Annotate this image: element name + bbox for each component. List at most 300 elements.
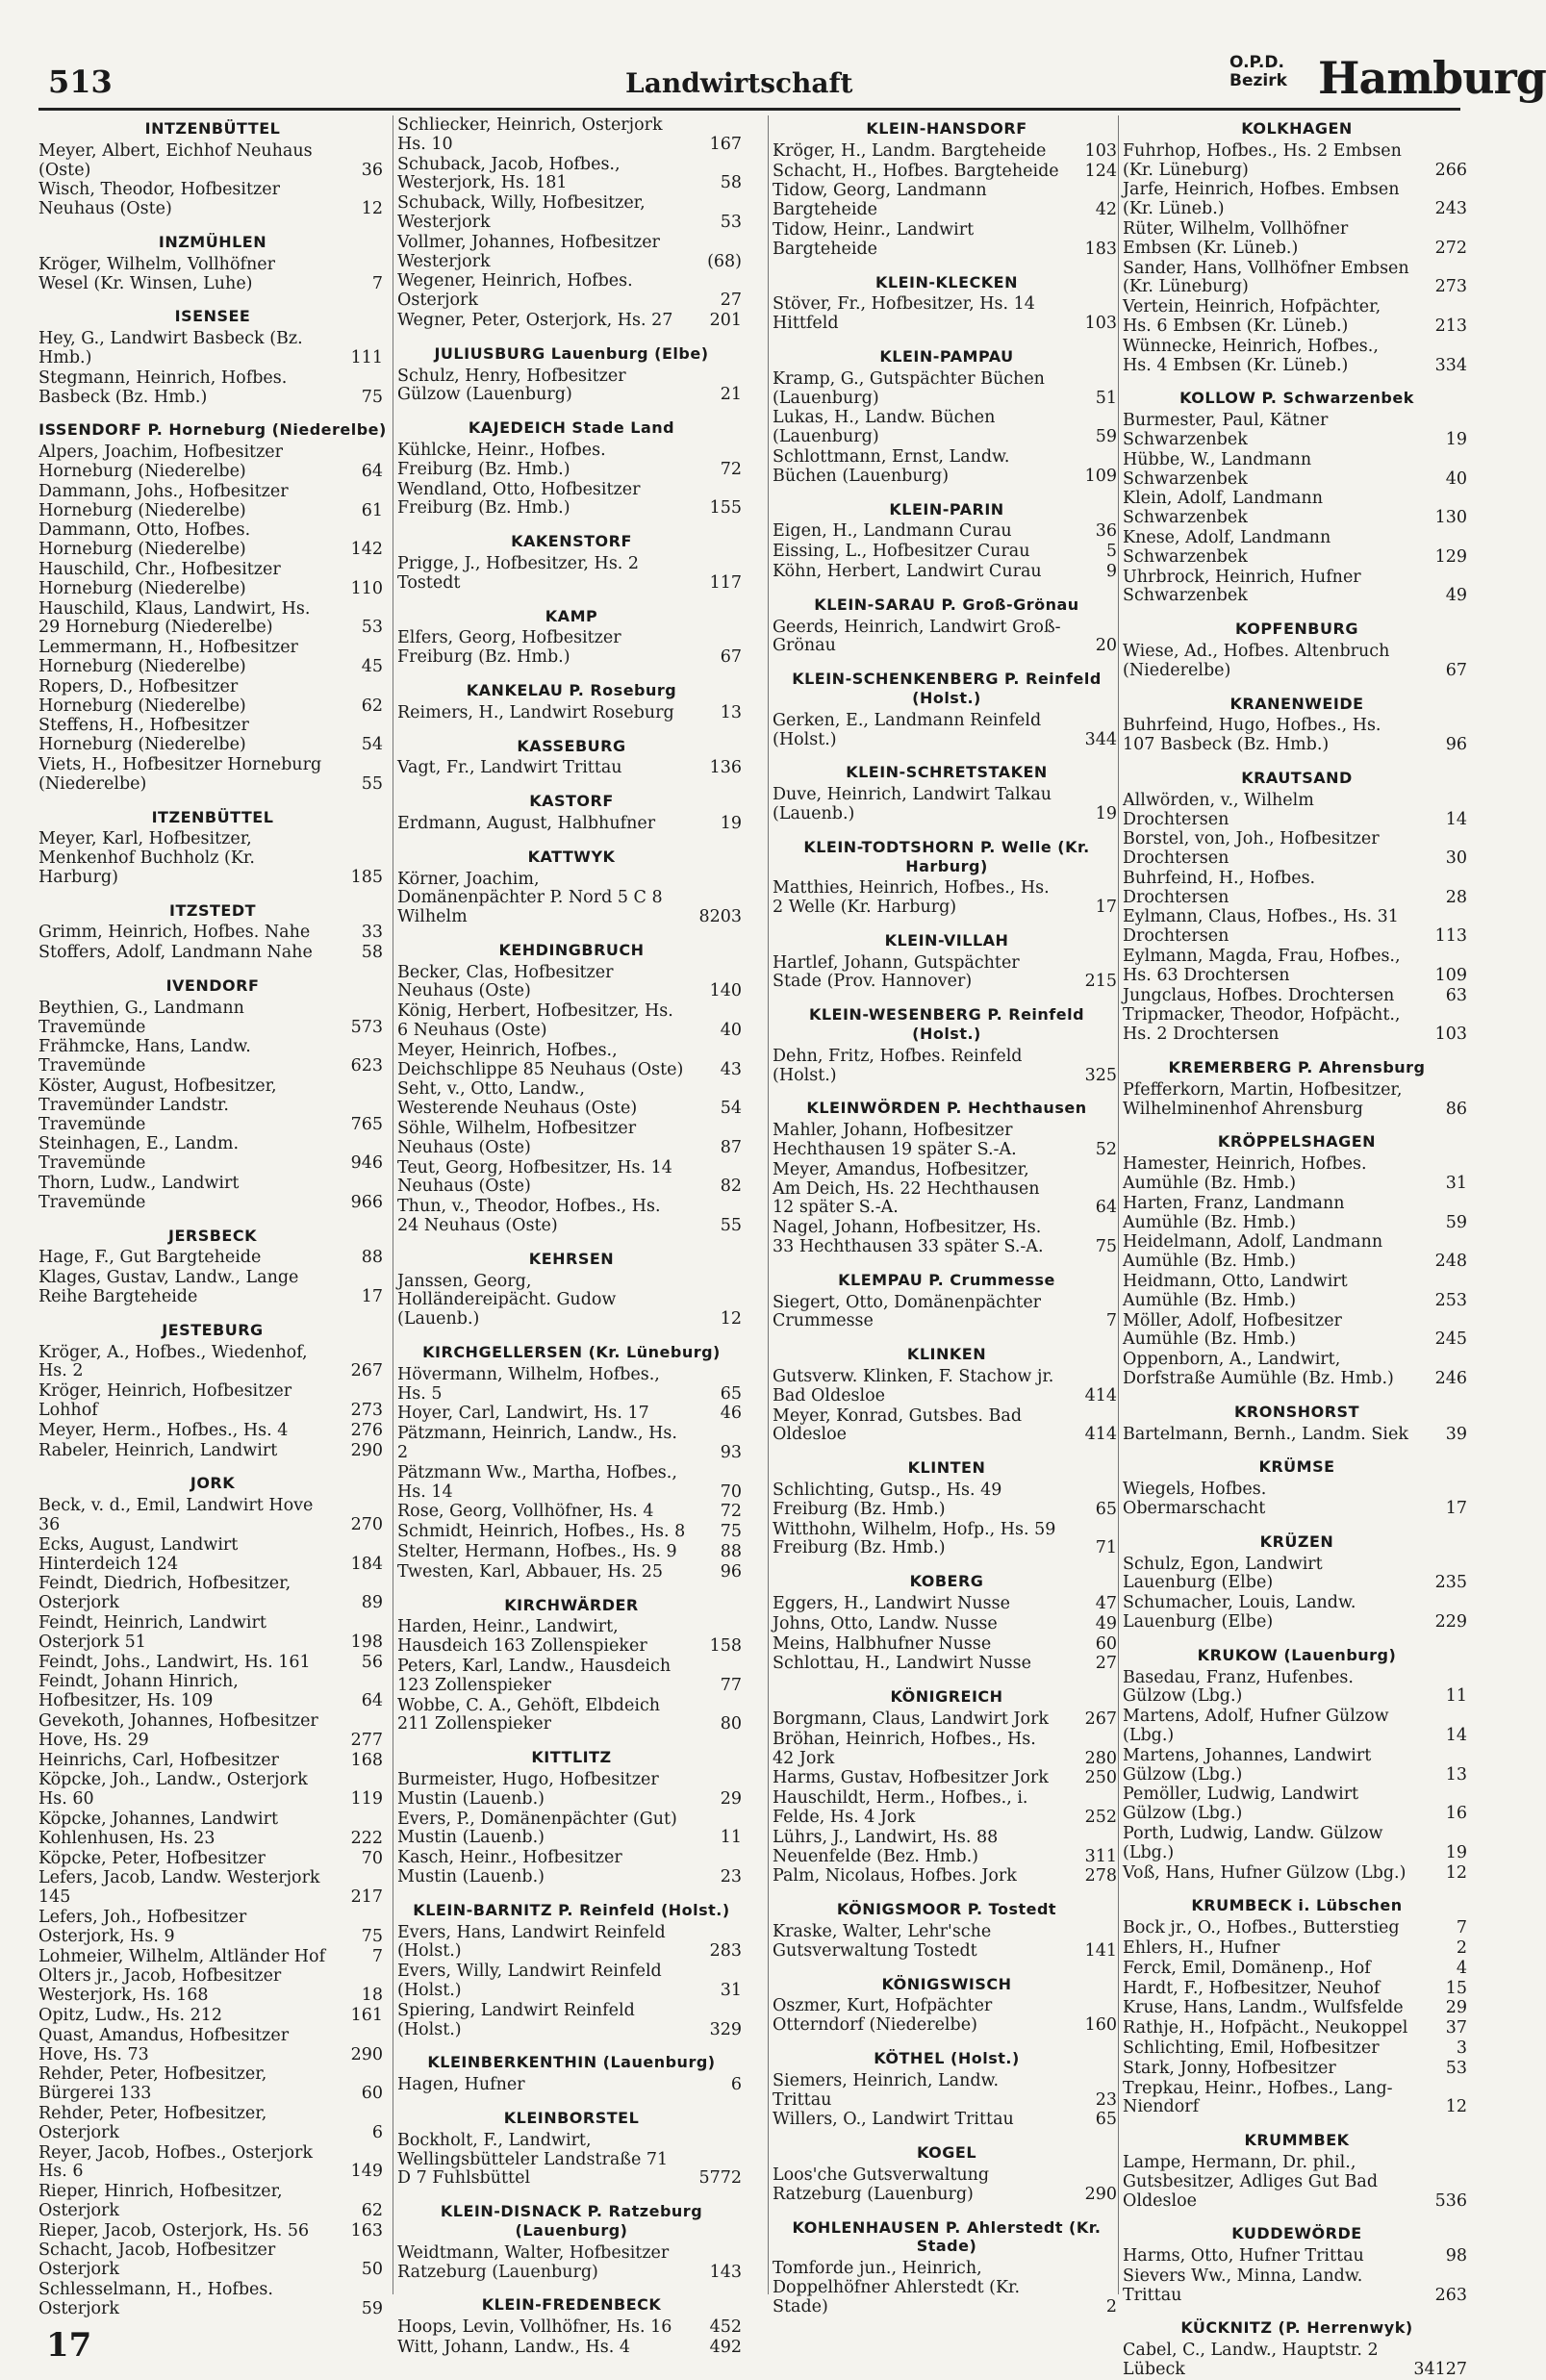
directory-entry [38, 1948, 387, 1967]
entry-text: Hardt, F., Hofbesitzer, Neuhof [1123, 1978, 1381, 1998]
entry-phone-number: 129 [1434, 546, 1467, 567]
directory-entry [38, 1909, 387, 1947]
place-heading: KLEIN-WESENBERG P. Reinfeld (Holst.) [808, 1005, 1085, 1044]
entry-text: Kasch, Heinr., Hofbesitzer Mustin (Lauenb.) [397, 1848, 622, 1886]
directory-entry [397, 1503, 746, 1522]
entry-phone-number: 37 [1445, 2018, 1467, 2038]
entry-text: Meyer, Heinrich, Hofbes., Deichschlippe 85 Neuhaus (Oste) [397, 1040, 684, 1079]
directory-entry [397, 1464, 746, 1503]
entry-phone-number: 492 [709, 2337, 742, 2357]
entry-text: Köpcke, Peter, Hofbesitzer [38, 1848, 266, 1868]
directory-entry [773, 448, 1121, 487]
entry-phone-number: 60 [361, 2084, 383, 2104]
directory-entry [38, 2183, 387, 2221]
entry-phone-number: 109 [1434, 965, 1467, 985]
entry-phone-number: 161 [350, 2005, 383, 2025]
directory-entry [38, 2222, 387, 2241]
directory-entry [1123, 830, 1471, 869]
place-heading: KRÜZEN [1259, 1532, 1334, 1551]
entry-text: Rathje, H., Hofpächt., Neukoppel [1123, 2018, 1408, 2038]
entry-phone-number: 119 [350, 1789, 383, 1810]
entry-phone-number: 65 [1095, 2110, 1117, 2130]
entry-phone-number: 27 [720, 291, 742, 311]
directory-entry [1123, 1960, 1471, 1979]
place-heading: KAMP [545, 606, 598, 625]
directory-entry [38, 521, 387, 560]
directory-entry [38, 2027, 387, 2065]
entry-text: Söhle, Wilhelm, Hofbesitzer Neuhaus (Oste) [397, 1119, 637, 1157]
directory-entry [38, 2007, 387, 2026]
directory-entry [397, 2132, 746, 2189]
place-heading: KIRCHGELLERSEN (Kr. Lüneburg) [422, 1343, 721, 1362]
entry-phone-number: 51 [1095, 388, 1117, 408]
entry-text: Heinrichs, Carl, Hofbesitzer [38, 1750, 279, 1770]
entry-phone-number: 62 [361, 696, 383, 716]
entry-phone-number: 143 [709, 2262, 742, 2282]
place-heading: KRAUTSAND [1241, 768, 1353, 787]
entry-phone-number: 40 [1445, 468, 1467, 489]
entry-phone-number: 266 [1434, 160, 1467, 180]
entry-text: Eylmann, Claus, Hofbes., Hs. 31 Drochtersen [1123, 907, 1399, 947]
entry-phone-number: 155 [709, 498, 742, 519]
entry-text: Peters, Karl, Landw., Hausdeich 123 Zollenspieker [397, 1656, 672, 1695]
entry-text: Rüter, Wilhelm, Vollhöfner Embsen (Kr. Lüneb.) [1123, 218, 1349, 258]
place-heading: KOHLENHAUSEN P. Ahlerstedt (Kr. Stade) [792, 2217, 1102, 2256]
entry-text: Steffens, H., Hofbesitzer Horneburg (Niederelbe) [38, 716, 249, 755]
directory-entry [397, 2244, 746, 2283]
entry-text: Eylmann, Magda, Frau, Hofbes., Hs. 63 Drochtersen [1123, 947, 1401, 985]
directory-entry [1123, 298, 1471, 337]
entry-phone-number: 34127 [1413, 2360, 1467, 2380]
directory-entry [38, 1000, 387, 1038]
directory-entry [773, 1481, 1121, 1520]
entry-text: Twesten, Karl, Abbauer, Hs. 25 [397, 1561, 664, 1582]
entry-phone-number: 277 [350, 1730, 383, 1750]
entry-text: Schuback, Willy, Hofbesitzer, Westerjork [397, 193, 646, 232]
directory-entry [38, 1077, 387, 1134]
directory-entry [397, 367, 746, 406]
printer-signature: 17 [46, 2326, 92, 2365]
directory-entry [1123, 1312, 1471, 1351]
directory-entry [397, 1697, 746, 1735]
entry-text: Hauschild, Klaus, Landwirt, Hs. 29 Horneburg (Niederelbe) [38, 598, 311, 638]
place-heading: KÖNIGSWISCH [881, 1974, 1012, 1993]
place-heading: KOBERG [909, 1572, 984, 1591]
place-heading: INTZENBÜTTEL [144, 119, 281, 138]
entry-phone-number: 19 [1095, 803, 1117, 823]
entry-text: Hamester, Heinrich, Hofbes. Aumühle (Bz. Hmb.) [1123, 1154, 1367, 1194]
place-heading: KLEIN-SARAU P. Groß-Grönau [814, 595, 1079, 614]
directory-entry [1123, 2080, 1471, 2118]
entry-phone-number: 109 [1084, 466, 1117, 486]
directory-entry [773, 1048, 1121, 1086]
entry-text: Harms, Gustav, Hofbesitzer Jork [773, 1768, 1049, 1788]
entry-phone-number: 53 [1445, 2058, 1467, 2078]
entry-phone-number: 183 [1084, 239, 1117, 259]
entry-text: Köhn, Herbert, Landwirt Curau [773, 561, 1042, 581]
entry-phone-number: 21 [720, 385, 742, 405]
entry-text: Pemöller, Ludwig, Landwirt Gülzow (Lbg.) [1123, 1785, 1359, 1824]
entry-phone-number: 46 [720, 1404, 742, 1424]
directory-entry [38, 1752, 387, 1771]
entry-text: Olters jr., Jacob, Hofbesitzer Westerjork, Hs. 168 [38, 1966, 282, 2006]
entry-phone-number: 124 [1084, 161, 1117, 181]
entry-phone-number: 325 [1084, 1065, 1117, 1085]
directory-column-4 [1118, 115, 1471, 2380]
entry-phone-number: 75 [361, 387, 383, 407]
entry-text: Burmester, Paul, Kätner Schwarzenbek [1123, 411, 1329, 449]
place-heading: ITZSTEDT [168, 900, 257, 920]
place-heading: KAKENSTORF [511, 532, 632, 551]
entry-text: Stöver, Fr., Hofbesitzer, Hs. 14 Hittfeld [773, 294, 1035, 334]
entry-phone-number: 5772 [698, 2168, 742, 2189]
place-heading: IVENDORF [165, 976, 260, 996]
entry-phone-number: 9 [1105, 561, 1117, 581]
place-heading: KRANENWEIDE [1229, 694, 1364, 713]
entry-phone-number: 5 [1105, 542, 1117, 562]
entry-text: Möller, Adolf, Hofbesitzer Aumühle (Bz. Hmb.) [1123, 1310, 1342, 1350]
entry-phone-number: 88 [720, 1542, 742, 1561]
entry-phone-number: 18 [361, 1986, 383, 2006]
entry-text: Kraske, Walter, Lehr'sche Gutsverwaltung Tostedt [773, 1921, 992, 1961]
entry-phone-number: 86 [1445, 1099, 1467, 1119]
entry-text: Kühlcke, Heinr., Hofbes. Freiburg (Bz. Hmb.) [397, 440, 606, 479]
entry-phone-number: 40 [720, 1021, 742, 1041]
entry-phone-number: 2 [1456, 1937, 1467, 1958]
entry-text: Hübbe, W., Landmann Schwarzenbek [1123, 449, 1312, 489]
place-heading: KÜCKNITZ (P. Herrenwyk) [1180, 2318, 1413, 2338]
entry-text: Oszmer, Kurt, Hofpächter Otterndorf (Niederelbe) [773, 1996, 993, 2036]
directory-entry [1123, 1195, 1471, 1233]
directory-entry [1123, 2060, 1471, 2079]
entry-text: Tidow, Georg, Landmann Bargteheide [773, 181, 987, 220]
place-heading: KLEIN-PARIN [889, 499, 1004, 519]
directory-entry [1123, 490, 1471, 528]
entry-phone-number: 12 [361, 199, 383, 219]
place-heading: KANKELAU P. Roseburg [466, 680, 677, 699]
directory-entry [773, 295, 1121, 334]
directory-entry [1123, 1864, 1471, 1884]
directory-entry [773, 522, 1121, 542]
entry-text: Ecks, August, Landwirt Hinterdeich 124 [38, 1534, 239, 1574]
entry-text: Schlottmann, Ernst, Landw. Büchen (Lauenburg) [773, 446, 1010, 486]
entry-phone-number: 280 [1084, 1748, 1117, 1768]
entry-phone-number: 573 [350, 1017, 383, 1037]
entry-text: Ferck, Emil, Domänenp., Hof [1123, 1958, 1371, 1978]
entry-phone-number: 946 [350, 1153, 383, 1174]
entry-phone-number: 56 [361, 1652, 383, 1672]
entry-phone-number: 67 [720, 647, 742, 668]
entry-text: Hövermann, Wilhelm, Hofbes., Hs. 5 [397, 1364, 660, 1404]
entry-text: Schuback, Jacob, Hofbes., Westerjork, Hs. 181 [397, 154, 621, 193]
entry-phone-number: 7 [371, 1946, 383, 1966]
directory-entry [397, 1924, 746, 1962]
entry-text: Palm, Nicolaus, Hofbes. Jork [773, 1866, 1017, 1886]
place-heading: JERSBECK [168, 1226, 257, 1245]
directory-entry [397, 555, 746, 594]
entry-phone-number: 50 [361, 2260, 383, 2280]
entry-text: Viets, H., Hofbesitzer Horneburg (Niederelbe) [38, 754, 322, 794]
directory-entry [38, 330, 387, 368]
place-heading: KASSEBURG [517, 736, 626, 755]
place-heading: KLEIN-VILLAH [884, 930, 1009, 949]
directory-entry [773, 2072, 1121, 2111]
entry-phone-number: 53 [720, 212, 742, 232]
entry-phone-number: 7 [1456, 1918, 1467, 1938]
directory-entry [38, 369, 387, 408]
entry-phone-number: 215 [1084, 972, 1117, 992]
entry-text: Trepkau, Heinr., Hofbes., Lang-Niendorf [1123, 2078, 1393, 2117]
entry-phone-number: 33 [361, 923, 383, 943]
entry-text: Porth, Ludwig, Landw. Gülzow (Lbg.) [1123, 1823, 1383, 1862]
entry-text: Tidow, Heinr., Landwirt Bargteheide [773, 219, 975, 259]
district-label-line2: Bezirk [1229, 71, 1287, 90]
directory-entry [397, 871, 746, 927]
directory-entry [38, 2241, 387, 2280]
entry-phone-number: 39 [1445, 1424, 1467, 1444]
directory-entry [397, 2318, 746, 2338]
entry-phone-number: 65 [720, 1383, 742, 1404]
directory-entry [1123, 451, 1471, 490]
header-rule [38, 108, 1460, 111]
entry-text: Hauschild, Chr., Hofbesitzer Horneburg (Niederelbe) [38, 559, 281, 598]
directory-entry [773, 1521, 1121, 1559]
entry-phone-number: 311 [1084, 1846, 1117, 1866]
entry-text: Opitz, Ludw., Hs. 212 [38, 2005, 222, 2025]
entry-phone-number: 185 [350, 867, 383, 887]
place-heading: KIRCHWÄRDER [504, 1595, 639, 1614]
entry-phone-number: 290 [1084, 2184, 1117, 2204]
directory-entry [38, 600, 387, 639]
entry-phone-number: 452 [709, 2317, 742, 2338]
entry-phone-number: 29 [1445, 1998, 1467, 2018]
directory-entry [773, 1219, 1121, 1257]
directory-entry [1123, 870, 1471, 908]
entry-phone-number: 77 [720, 1675, 742, 1695]
place-heading: KRONSHORST [1234, 1402, 1359, 1421]
entry-phone-number: 60 [1095, 1633, 1117, 1654]
entry-phone-number: 136 [709, 758, 742, 778]
place-heading: KUDDEWÖRDE [1231, 2224, 1362, 2243]
entry-phone-number: 65 [1095, 1499, 1117, 1519]
place-heading: KLEIN-KLECKEN [875, 272, 1018, 291]
directory-entry [397, 442, 746, 480]
entry-text: Kröger, Wilhelm, Vollhöfner Wesel (Kr. Winsen, Luhe) [38, 254, 275, 293]
entry-phone-number: 59 [1445, 1212, 1467, 1232]
entry-phone-number: 11 [1445, 1686, 1467, 1707]
entry-text: Mahler, Johann, Hofbesitzer Hechthausen 19 später S.-A. [773, 1121, 1017, 1160]
entry-phone-number: 12 [720, 1309, 742, 1329]
entry-phone-number: 12 [1445, 2097, 1467, 2117]
entry-phone-number: 72 [720, 1502, 742, 1522]
entry-text: Grimm, Heinrich, Hofbes. Nahe [38, 923, 311, 943]
entry-phone-number: 64 [361, 461, 383, 481]
directory-entry [773, 409, 1121, 447]
entry-phone-number: 23 [1095, 2089, 1117, 2110]
entry-phone-number: 93 [720, 1443, 742, 1463]
directory-entry [397, 1366, 746, 1405]
directory-entry [397, 2002, 746, 2040]
directory-entry [397, 1120, 746, 1158]
entry-text: Rieper, Jacob, Osterjork, Hs. 56 [38, 2220, 310, 2241]
directory-entry [38, 1422, 387, 1441]
place-heading: KÖNIGSMOOR P. Tostedt [836, 1900, 1057, 1919]
entry-phone-number: 167 [709, 134, 742, 154]
entry-text: Rehder, Peter, Hofbesitzer, Osterjork [38, 2103, 267, 2142]
place-heading: KLEIN-SCHENKENBERG P. Reinfeld (Holst.) [792, 670, 1102, 707]
entry-text: Wobbe, C. A., Gehöft, Elbdeich 211 Zollenspieker [397, 1695, 661, 1734]
entry-phone-number: 12 [1445, 1862, 1467, 1883]
entry-phone-number: 198 [350, 1632, 383, 1652]
place-heading: KLEIN-DISNACK P. Ratzeburg (Lauenburg) [440, 2202, 703, 2240]
place-heading: ISENSEE [174, 307, 251, 326]
entry-text: Lohmeier, Wilhelm, Altländer Hof [38, 1946, 326, 1966]
entry-text: Elfers, Georg, Hofbesitzer Freiburg (Bz. Hmb.) [397, 628, 621, 668]
entry-phone-number: 70 [720, 1481, 742, 1502]
directory-entry [773, 563, 1121, 582]
directory-entry [397, 629, 746, 668]
entry-text: Harden, Heinr., Landwirt, Hausdeich 163 Zollenspieker [397, 1617, 647, 1657]
directory-entry [773, 543, 1121, 562]
directory-entry [1123, 1919, 1471, 1938]
entry-phone-number: 263 [1434, 2285, 1467, 2305]
directory-entry [38, 1654, 387, 1673]
entry-text: Rehder, Peter, Hofbesitzer, Bürgerei 133 [38, 2064, 267, 2104]
entry-phone-number: 75 [361, 1926, 383, 1946]
entry-phone-number: 87 [720, 1137, 742, 1157]
entry-text: Vagt, Fr., Landwirt Trittau [397, 758, 622, 778]
directory-entry [397, 1425, 746, 1463]
entry-text: Matthies, Heinrich, Hofbes., Hs. 2 Welle (Kr. Harburg) [773, 878, 1050, 918]
entry-text: Pätzmann Ww., Martha, Hofbes., Hs. 14 [397, 1462, 677, 1502]
entry-phone-number: 16 [1445, 1804, 1467, 1824]
entry-text: Kröger, Heinrich, Hofbesitzer Lohhof [38, 1381, 292, 1421]
entry-text: Geerds, Heinrich, Landwirt Groß-Grönau [773, 617, 1061, 656]
entry-text: Stark, Jonny, Hofbesitzer [1123, 2058, 1336, 2078]
entry-text: Schlesselmann, H., Hofbes. Osterjork [38, 2280, 273, 2318]
entry-phone-number: 110 [350, 578, 383, 598]
place-heading: KRUKOW (Lauenburg) [1197, 1645, 1397, 1664]
entry-phone-number: 273 [350, 1401, 383, 1421]
entry-text: Evers, Willy, Landwirt Reinfeld (Holst.) [397, 1962, 662, 2000]
entry-phone-number: 64 [1095, 1198, 1117, 1218]
directory-entry [38, 1442, 387, 1461]
entry-text: Wendland, Otto, Hofbesitzer Freiburg (Bz. Hmb.) [397, 479, 641, 519]
entry-text: Heidelmann, Adolf, Landmann Aumühle (Bz. Hmb.) [1123, 1232, 1383, 1272]
directory-entry [397, 116, 746, 155]
entry-phone-number: 103 [1084, 314, 1117, 334]
directory-entry [1123, 1939, 1471, 1959]
directory-entry [38, 830, 387, 887]
entry-text: Kröger, A., Hofbes., Wiedenhof, Hs. 2 [38, 1342, 308, 1381]
entry-phone-number: 252 [1084, 1807, 1117, 1827]
entry-phone-number: 623 [350, 1056, 383, 1076]
entry-text: Basedau, Franz, Hufenbes. Gülzow (Lbg.) [1123, 1667, 1354, 1707]
entry-text: Dammann, Otto, Hofbes. Horneburg (Niederelbe) [38, 520, 251, 560]
entry-text: Schacht, Jacob, Hofbesitzer Osterjork [38, 2241, 276, 2280]
directory-entry [397, 1658, 746, 1696]
entry-phone-number: 113 [1434, 926, 1467, 947]
directory-entry [773, 1635, 1121, 1655]
entry-phone-number: 278 [1084, 1866, 1117, 1886]
place-heading: KLEINWÖRDEN P. Hechthausen [806, 1099, 1087, 1118]
directory-entry [1123, 1785, 1471, 1824]
entry-text: Martens, Adolf, Hufner Gülzow (Lbg.) [1123, 1707, 1389, 1745]
entry-phone-number: 52 [1095, 1140, 1117, 1160]
entry-text: Burmeister, Hugo, Hofbesitzer Mustin (Lauenb.) [397, 1769, 659, 1809]
directory-entry [1123, 412, 1471, 450]
entry-phone-number: 536 [1434, 2190, 1467, 2211]
directory-column-1 [38, 115, 387, 2318]
directory-entry [397, 964, 746, 1002]
entry-text: Weidtmann, Walter, Hofbesitzer Ratzeburg (Lauenburg) [397, 2242, 670, 2282]
directory-entry [1123, 569, 1471, 607]
directory-entry [1123, 1081, 1471, 1120]
entry-text: Allwörden, v., Wilhelm Drochtersen [1123, 790, 1314, 829]
directory-entry [1123, 529, 1471, 568]
directory-entry [38, 142, 387, 181]
directory-entry [397, 2339, 746, 2358]
place-heading: INZMÜHLEN [158, 232, 267, 251]
entry-text: Schacht, H., Hofbes. Bargteheide [773, 161, 1059, 181]
entry-phone-number: 20 [1095, 636, 1117, 656]
entry-text: Meyer, Konrad, Gutsbes. Bad Oldesloe [773, 1405, 1023, 1445]
directory-entry [397, 1080, 746, 1119]
entry-phone-number: 344 [1084, 729, 1117, 749]
entry-phone-number: 62 [361, 2200, 383, 2220]
entry-phone-number: 6 [371, 2122, 383, 2142]
directory-entry [1123, 142, 1471, 181]
directory-entry [773, 1789, 1121, 1828]
directory-entry [1123, 1233, 1471, 1272]
entry-text: Rieper, Hinrich, Hofbesitzer, Osterjork [38, 2182, 283, 2220]
directory-entry [397, 1159, 746, 1198]
directory-entry [1123, 2019, 1471, 2038]
entry-text: Körner, Joachim, Domänenpächter P. Nord 5 C 8 Wilhelm [397, 869, 663, 927]
entry-text: Buhrfeind, H., Hofbes. Drochtersen [1123, 868, 1316, 907]
place-heading: KOGEL [916, 2143, 977, 2163]
directory-entry [397, 1543, 746, 1562]
entry-text: Wegener, Heinrich, Hofbes. Osterjork [397, 271, 633, 311]
entry-text: Vollmer, Johannes, Hofbesitzer Westerjork [397, 232, 660, 271]
entry-text: Martens, Johannes, Landwirt Gülzow (Lbg.) [1123, 1745, 1372, 1785]
place-heading: KLEIN-SCHRETSTAKEN [846, 763, 1048, 782]
directory-entry [397, 815, 746, 834]
entry-phone-number: 235 [1434, 1573, 1467, 1593]
entry-phone-number: 13 [720, 702, 742, 722]
directory-entry [1123, 1481, 1471, 1519]
entry-text: Bock jr., O., Hofbes., Butterstieg [1123, 1918, 1400, 1938]
entry-phone-number: 283 [709, 1941, 742, 1962]
entry-text: Beck, v. d., Emil, Landwirt Hove 36 [38, 1496, 314, 1534]
entry-text: Becker, Clas, Hofbesitzer Neuhaus (Oste) [397, 962, 614, 1001]
entry-phone-number: 71 [1095, 1538, 1117, 1558]
place-heading: KITTLITZ [531, 1748, 612, 1767]
directory-entry [1123, 2154, 1471, 2211]
entry-phone-number: 98 [1445, 2246, 1467, 2266]
directory-entry [38, 1382, 387, 1421]
entry-phone-number: 53 [361, 618, 383, 638]
directory-entry [38, 2144, 387, 2183]
entry-text: Gutsverw. Klinken, F. Stachow jr. Bad Oldesloe [773, 1367, 1054, 1405]
entry-phone-number: 49 [1095, 1613, 1117, 1633]
directory-column-2 [393, 115, 746, 2357]
place-heading: KLINTEN [907, 1458, 986, 1478]
entry-text: Dammann, Johs., Hofbesitzer Horneburg (Niederelbe) [38, 481, 289, 520]
directory-entry [1123, 2267, 1471, 2306]
entry-text: Reyer, Jacob, Hofbes., Osterjork Hs. 6 [38, 2142, 313, 2182]
entry-text: Feindt, Johs., Landwirt, Hs. 161 [38, 1652, 311, 1672]
